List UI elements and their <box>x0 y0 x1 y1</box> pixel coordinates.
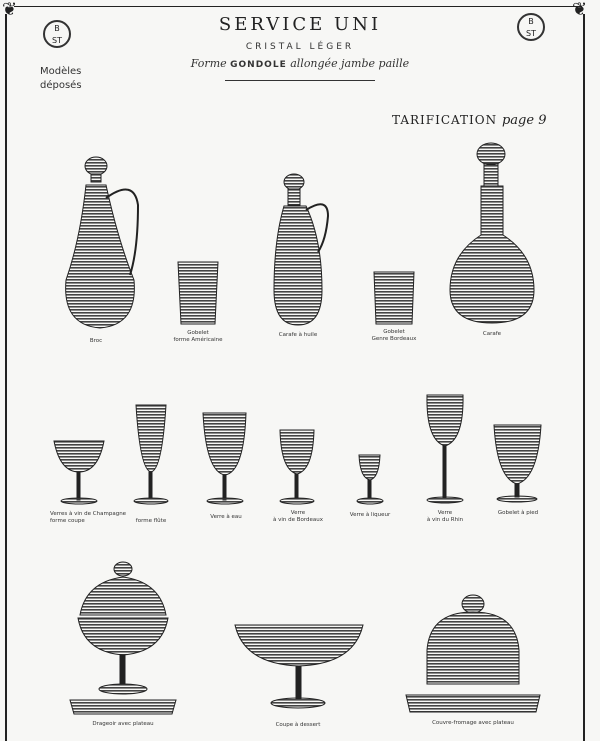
verre-liqueur-illustration <box>357 455 383 504</box>
label-coupe-dessert: Coupe à dessert <box>275 722 321 728</box>
verre-flute-illustration <box>134 405 168 504</box>
tarification-label: TARIFICATION <box>392 113 498 127</box>
forme-suffix: allongée jambe paille <box>290 57 410 70</box>
couvre-fromage-illustration <box>406 595 540 712</box>
label-gobelet-americaine: Gobelet forme Américaine <box>173 330 223 343</box>
coupe-dessert-illustration <box>235 625 363 708</box>
drageoir-illustration <box>70 562 176 714</box>
verre-bordeaux-illustration <box>280 430 314 504</box>
forme-name: GONDOLE <box>230 60 287 70</box>
modeles-line1: Modèles <box>40 66 82 77</box>
corner-ornament-left: ❦ <box>2 0 18 20</box>
seal-top-text: B <box>528 17 534 26</box>
seal-top-text: B <box>54 24 60 33</box>
carafe-illustration <box>450 143 534 323</box>
label-verre-coupe: Verres à vin de Champagne forme coupe <box>50 511 127 524</box>
label-verre-eau: Verre à eau <box>210 514 242 520</box>
gobelet-americaine-illustration <box>178 262 218 324</box>
label-gobelet-pied: Gobelet à pied <box>497 510 539 516</box>
label-gobelet-bordeaux: Gobelet Genre Bordeaux <box>371 329 417 342</box>
verre-rhin-illustration <box>427 395 463 503</box>
corner-ornament-right: ❦ <box>572 0 588 20</box>
page-title: SERVICE UNI <box>218 14 382 35</box>
broc-illustration <box>66 157 138 328</box>
label-couvre-fromage: Couvre-fromage avec plateau <box>432 720 514 726</box>
label-verre-liqueur: Verre à liqueur <box>349 512 391 518</box>
label-carafe-huile: Carafe à huile <box>278 332 318 338</box>
verre-coupe-illustration <box>54 441 104 504</box>
page-subtitle: CRISTAL LÉGER <box>245 42 355 52</box>
label-carafe: Carafe <box>482 331 502 337</box>
label-drageoir: Drageoir avec plateau <box>92 721 154 727</box>
carafe-huile-illustration <box>274 174 328 325</box>
verre-eau-illustration <box>203 413 246 504</box>
seal-bottom-text: ST <box>52 36 62 45</box>
seal-bottom-text: ST <box>526 29 536 38</box>
modeles-line2: déposés <box>40 80 82 91</box>
tarification-page: page 9 <box>501 113 547 128</box>
gobelet-pied-illustration <box>494 425 541 502</box>
label-verre-flute: forme flûte <box>135 518 167 524</box>
label-verre-rhin: Verre à vin du Rhin <box>426 510 464 523</box>
gobelet-bordeaux-illustration <box>374 272 414 324</box>
forme-prefix: Forme <box>190 57 227 70</box>
label-verre-bordeaux: Verre à vin de Bordeaux <box>272 510 324 523</box>
label-broc: Broc <box>89 338 103 344</box>
